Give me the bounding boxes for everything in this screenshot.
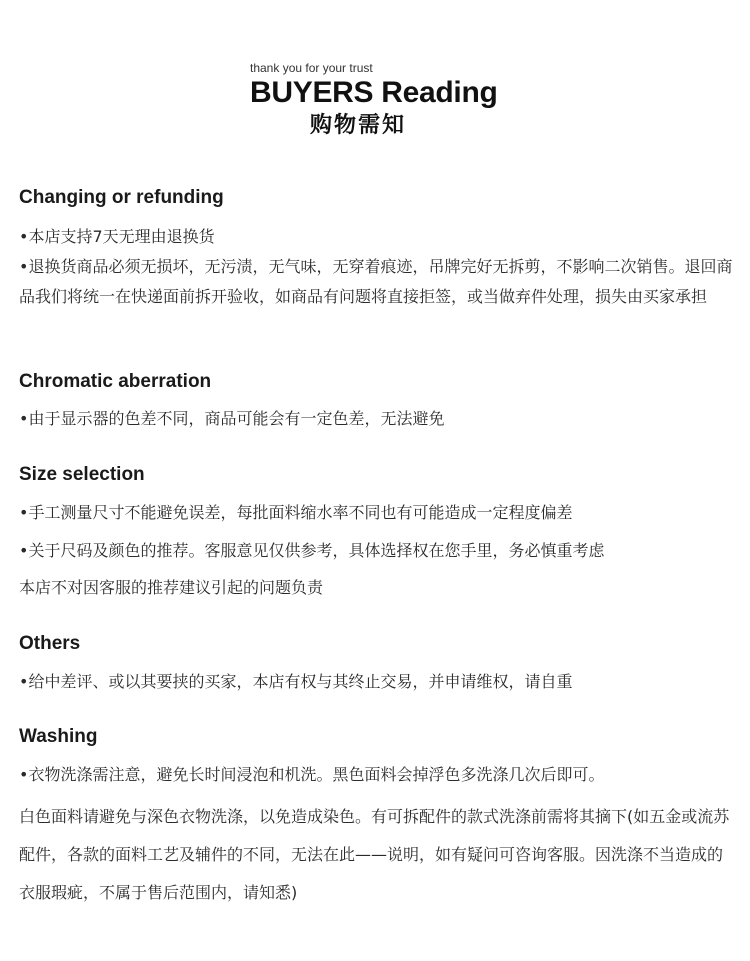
section-item: 白色面料请避免与深色衣物洗涤，以免造成染色。有可拆配件的款式洗涤前需将其摘下(如五金或流苏配件，各款的面料工艺及辅件的不同，无法在此——说明，如有疑问可咨询客服。因洗涤不当造成的衣服瑕疵，不属于售后范围内，请知悉) — [19, 807, 730, 902]
page-header — [250, 60, 530, 140]
section-item: •由于显示器的色差不同，商品可能会有一定色差，无法避免 — [19, 409, 445, 428]
section-item: •衣物洗涤需注意，避免长时间浸泡和机洗。黑色面料会掉浮色多洗涤几次后即可。 — [19, 765, 605, 784]
page-subtitle: 购物需知 — [310, 113, 407, 138]
section-heading-others: Others — [19, 633, 81, 654]
section-heading-chromatic-aberration: Chromatic aberration — [19, 371, 212, 392]
section-item: •退换货商品必须无损坏，无污渍，无气味，无穿着痕迹，吊牌完好无拆剪，不影响二次销售。退回商品我们将统一在快递面前拆开验收，如商品有问题将直接拒签，或当做弃件处理，损失由买家承担 — [19, 257, 733, 306]
section-heading-size-selection: Size selection — [19, 464, 145, 485]
section-item: •本店支持7天无理由退换货 — [19, 227, 215, 246]
page-title: BUYERS Reading — [250, 76, 498, 109]
section-heading-washing: Washing — [19, 726, 98, 747]
section-heading-changing-refunding: Changing or refunding — [19, 187, 224, 208]
section-item: •关于尺码及颜色的推荐。客服意见仅供参考，具体选择权在您手里，务必慎重考虑 — [19, 541, 605, 560]
section-item: •手工测量尺寸不能避免误差，每批面料缩水率不同也有可能造成一定程度偏差 — [19, 503, 573, 522]
section-item: •给中差评、或以其要挟的买家，本店有权与其终止交易，并申请维权，请自重 — [19, 672, 573, 691]
tagline: thank you for your trust — [250, 61, 373, 75]
section-item: 本店不对因客服的推荐建议引起的问题负责 — [19, 578, 324, 597]
